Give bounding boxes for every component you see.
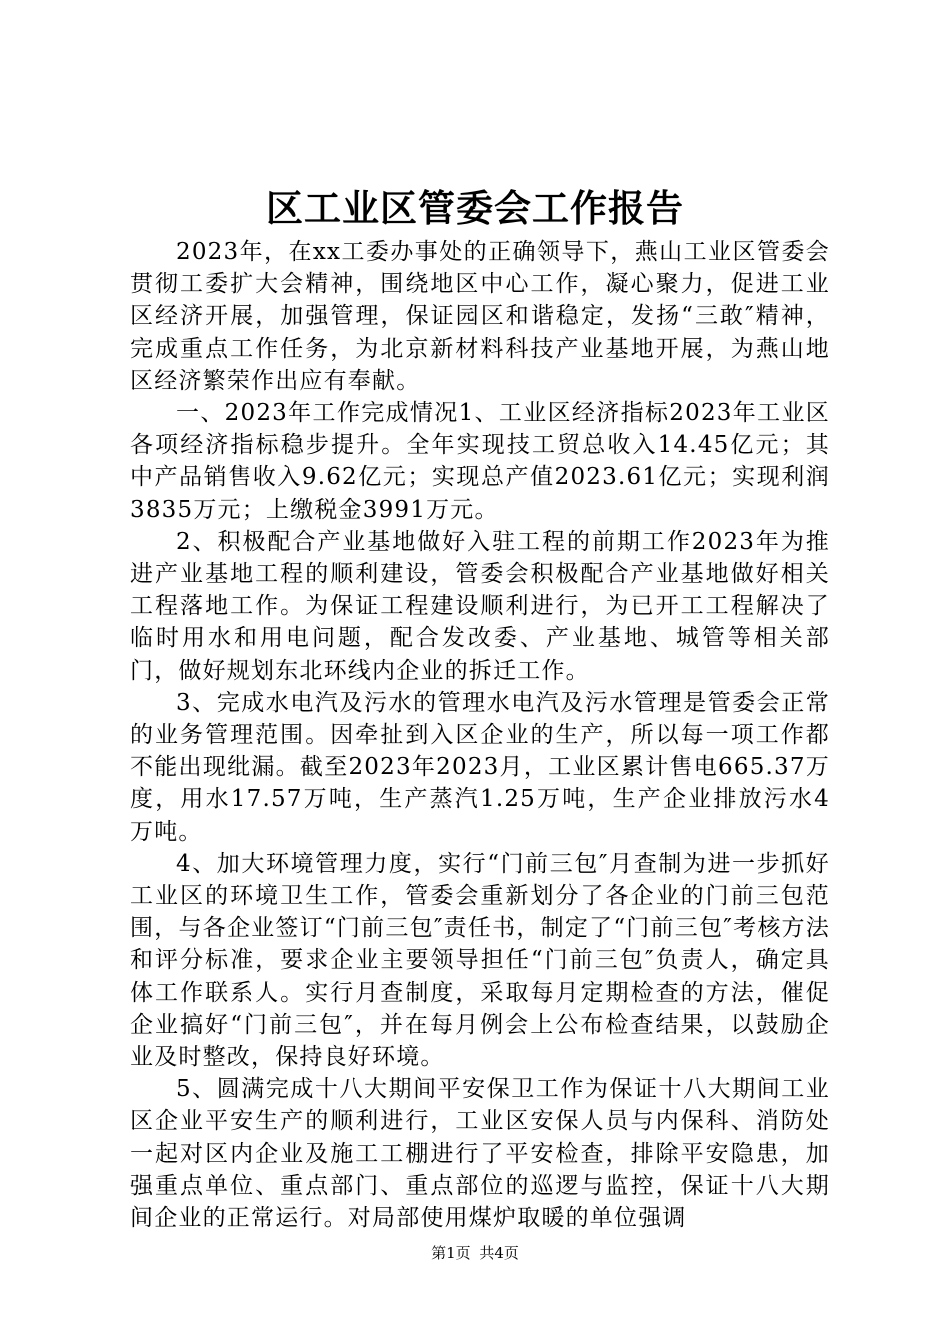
paragraph-section-1: 一、2023年工作完成情况1、工业区经济指标2023年工业区各项经济指标稳步提升。全年实现技工贸总收入14.45亿元；其中产品销售收入9.62亿元；实现总产值2023.61亿元；实现利润3835万元；上缴税金3991万元。 xyxy=(130,400,830,523)
document-title: 区工业区管委会工作报告 xyxy=(266,186,684,230)
total-pages: 共4页 xyxy=(479,1244,519,1262)
paragraph-section-2: 2、积极配合产业基地做好入驻工程的前期工作2023年为推进产业基地工程的顺利建设，管委会积极配合产业基地做好相关工程落地工作。为保证工程建设顺利进行，为已开工工程解决了临时用水和用电问题，配合发改委、产业基地、城管等相关部门，做好规划东北环线内企业的拆迁工作。 xyxy=(130,528,830,684)
document-body xyxy=(130,236,830,1234)
page-number: 第1页 xyxy=(431,1244,471,1262)
page-footer xyxy=(0,1243,950,1263)
paragraph-section-4: 4、加大环境管理力度，实行“门前三包″月查制为进一步抓好工业区的环境卫生工作，管委会重新划分了各企业的门前三包范围，与各企业签订“门前三包″责任书，制定了“门前三包″考核方法和评分标准，要求企业主要领导担任“门前三包″负责人，确定具体工作联系人。实行月查制度，采取每月定期检查的方法，催促企业搞好“门前三包″，并在每月例会上公布检查结果，以鼓励企业及时整改，保持良好环境。 xyxy=(130,850,830,1071)
paragraph-intro: 2023年，在xx工委办事处的正确领导下，燕山工业区管委会贯彻工委扩大会精神，围绕地区中心工作，凝心聚力，促进工业区经济开展，加强管理，保证园区和谐稳定，发扬“三敢″精神，完成重点工作任务，为北京新材料科技产业基地开展，为燕山地区经济繁荣作出应有奉献。 xyxy=(130,239,830,394)
paragraph-section-5: 5、圆满完成十八大期间平安保卫工作为保证十八大期间工业区企业平安生产的顺利进行，工业区安保人员与内保科、消防处一起对区内企业及施工工棚进行了平安检查，排除平安隐患，加强重点单位、重点部门、重点部位的巡逻与监控，保证十八大期间企业的正常运行。对局部使用煤炉取暖的单位强调 xyxy=(130,1076,830,1232)
paragraph-section-3: 3、完成水电汽及污水的管理水电汽及污水管理是管委会正常的业务管理范围。因牵扯到入区企业的生产，所以每一项工作都不能出现纰漏。截至2023年2023月，工业区累计售电665.37万度，用水17.57万吨，生产蒸汽1.25万吨，生产企业排放污水4万吨。 xyxy=(130,689,830,845)
